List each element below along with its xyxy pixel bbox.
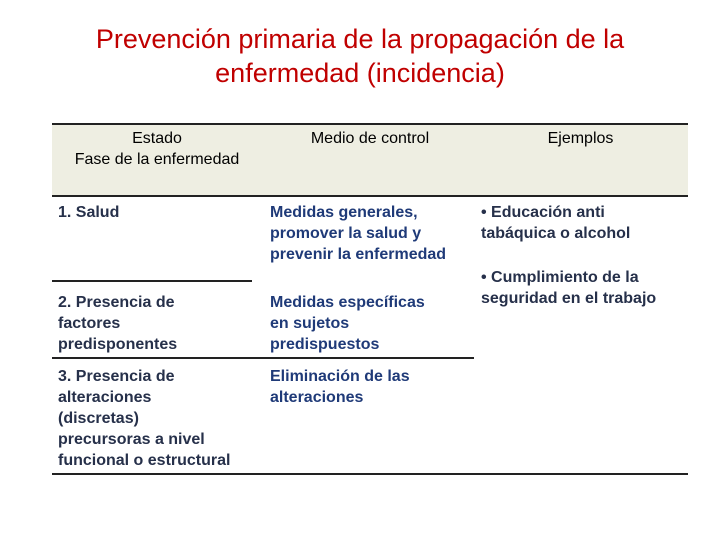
row-3-medio-line-1: Eliminación de las: [270, 368, 410, 385]
row-2-fase-line-2: factores: [58, 315, 121, 332]
row-3-fase-line-5: funcional o estructural: [58, 452, 231, 469]
header-estado-line-2: Fase de la enfermedad: [74, 151, 240, 168]
ejemplo-2: [481, 267, 686, 309]
row-1-fase: [58, 202, 258, 223]
header-medio-label: Medio de control: [310, 130, 430, 147]
header-ejemplos: [478, 128, 683, 149]
row-2-fase: [58, 292, 258, 355]
table-top-rule: [52, 123, 688, 125]
slide-title: [40, 22, 680, 90]
ejemplo-1: [481, 202, 686, 244]
row-2-fase-line-3: predisponentes: [58, 336, 178, 353]
row-3-medio: [270, 366, 480, 408]
row-2-medio-line-3: predispuestos: [270, 336, 380, 353]
row-1-rule-left: [52, 280, 252, 282]
row-3-medio-line-2: alteraciones: [270, 389, 364, 406]
row-3-fase: [58, 366, 263, 471]
row-2-medio-line-1: Medidas específicas: [270, 294, 425, 311]
ejemplo-2-line-1: • Cumplimiento de la: [481, 269, 639, 286]
slide-title-line-2: enfermedad (incidencia): [215, 58, 505, 88]
row-3-fase-line-4: precursoras a nivel: [58, 431, 205, 448]
ejemplo-1-line-2: tabáquica o alcohol: [481, 225, 631, 242]
header-ejemplos-label: Ejemplos: [547, 130, 614, 147]
header-medio: [270, 128, 470, 149]
table-bottom-rule: [52, 473, 688, 475]
slide-title-line-1: Prevención primaria de la propagación de la: [95, 24, 625, 54]
header-estado: [52, 128, 262, 170]
ejemplo-1-line-1: • Educación anti: [481, 204, 605, 221]
row-1-medio-line-3: prevenir la enfermedad: [270, 246, 447, 263]
row-2-medio-line-2: en sujetos: [270, 315, 350, 332]
row-3-fase-line-3: (discretas): [58, 410, 139, 427]
row-3-fase-line-2: alteraciones: [58, 389, 152, 406]
row-3-fase-line-1: 3. Presencia de: [58, 368, 175, 385]
row-1-fase-line-1: 1. Salud: [58, 204, 120, 221]
row-2-fase-line-1: 2. Presencia de: [58, 294, 175, 311]
row-2-rule: [52, 357, 474, 359]
row-1-medio: [270, 202, 480, 265]
row-2-medio: [270, 292, 480, 355]
row-1-medio-line-2: promover la salud y: [270, 225, 422, 242]
table-header-rule: [52, 195, 688, 197]
ejemplo-2-line-2: seguridad en el trabajo: [481, 290, 657, 307]
header-estado-line-1: Estado: [132, 130, 182, 147]
row-1-medio-line-1: Medidas generales,: [270, 204, 418, 221]
